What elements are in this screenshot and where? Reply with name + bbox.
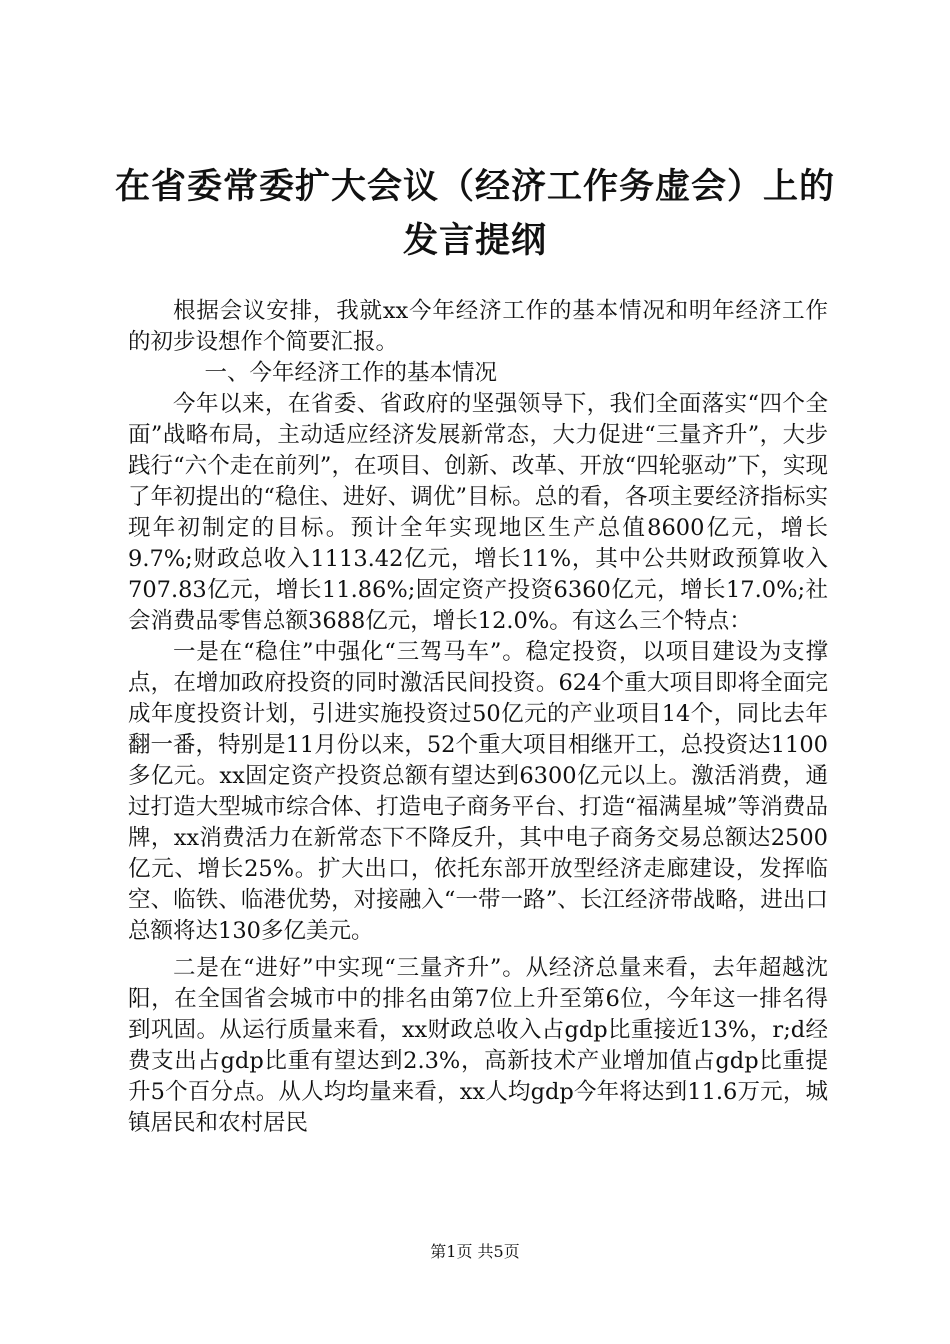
page-footer: 第1页 共5页 — [430, 1242, 520, 1261]
document-body — [128, 296, 828, 1139]
paragraph-intro: 根据会议安排，我就xx今年经济工作的基本情况和明年经济工作的初步设想作个简要汇报。 — [128, 298, 828, 355]
title-line-2: 发言提纲 — [402, 221, 547, 261]
document-title — [110, 160, 840, 268]
title-line-1: 在省委常委扩大会议（经济工作务虚会）上的 — [114, 167, 835, 207]
paragraph-overview: 今年以来，在省委、省政府的坚强领导下，我们全面落实“四个全面”战略布局，主动适应经济发展新常态，大力促进“三量齐升”，大步践行“六个走在前列”，在项目、创新、改革、开放“四轮驱动”下，实现了年初提出的“稳住、进好、调优”目标。总的看，各项主要经济指标实现年初制定的目标。预计全年实现地区生产总值8600亿元，增长9.7%;财政总收入1113.42亿元，增长11%，其中公共财政预算收入707.83亿元，增长11.86%;固定资产投资6360亿元，增长17.0%;社会消费品零售总额3688亿元，增长12.0%。有这么三个特点： — [128, 391, 828, 634]
paragraph-point-two: 二是在“进好”中实现“三量齐升”。从经济总量来看，去年超越沈阳，在全国省会城市中的排名由第7位上升至第6位，今年这一排名得到巩固。从运行质量来看，xx财政总收入占gdp比重接近13%，r;d经费支出占gdp比重有望达到2.3%，高新技术产业增加值占gdp比重提升5个百分点。从人均均量来看，xx人均gdp今年将达到11.6万元，城镇居民和农村居民 — [128, 955, 828, 1136]
paragraph-point-one: 一是在“稳住”中强化“三驾马车”。稳定投资，以项目建设为支撑点，在增加政府投资的同时激活民间投资。624个重大项目即将全面完成年度投资计划，引进实施投资过50亿元的产业项目14个，同比去年翻一番，特别是11月份以来，52个重大项目相继开工，总投资达1100多亿元。xx固定资产投资总额有望达到6300亿元以上。激活消费，通过打造大型城市综合体、打造电子商务平台、打造“福满星城”等消费品牌，xx消费活力在新常态下不降反升，其中电子商务交易总额达2500亿元、增长25%。扩大出口，依托东部开放型经济走廊建设，发挥临空、临铁、临港优势，对接融入“一带一路”、长江经济带战略，进出口总额将达130多亿美元。 — [128, 639, 828, 944]
section-heading: 一、今年经济工作的基本情况 — [204, 360, 498, 386]
